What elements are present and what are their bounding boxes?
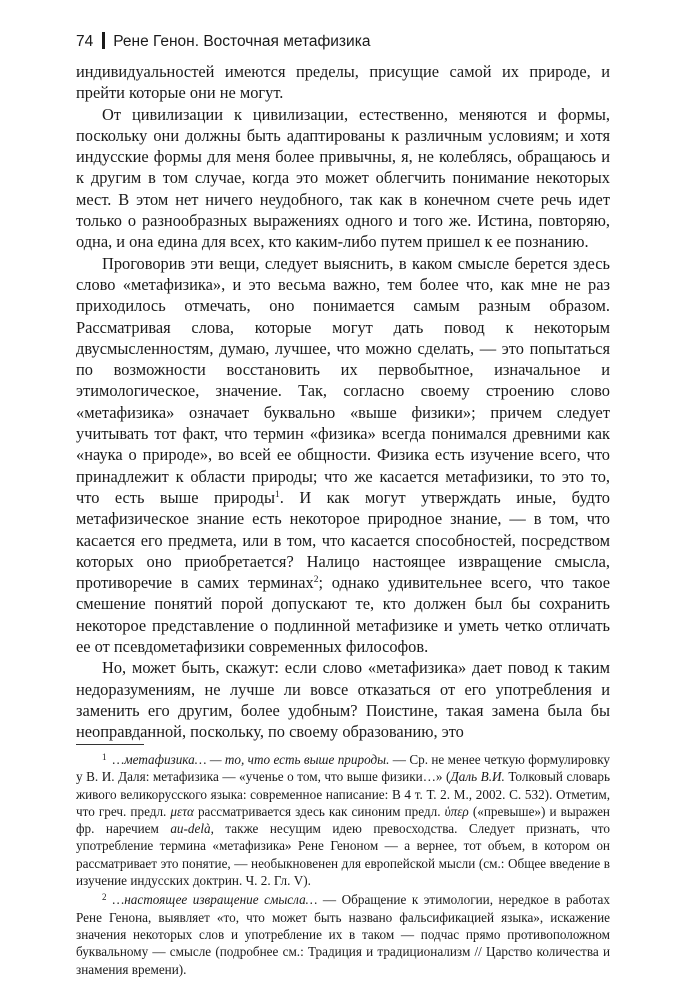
text-run: — Ср. не менее четкую формулировку у В. И. Даля: метафизика — «ученье о том, что выше физики…» ( <box>76 752 611 785</box>
footnote-ref-1: 1 <box>275 489 280 500</box>
text-run: ; однако удивительнее всего, что такое смешение понятий порой допускают те, кто должен был бы сохранить некоторое представление о подлинной метафизике и уметь четко отличать ее от псевдометафизики современных философов. <box>76 573 610 657</box>
text-run: Толковый словарь живого великорусского языка: современное написание: В 4 т. Т. 2. М., 2002. С. 532). Отметим, что греч. предл. <box>76 769 610 819</box>
text-run: рассматривается здесь как синоним предл. <box>193 803 445 819</box>
footnote-ref-2: 2 <box>313 575 319 586</box>
paragraph-continued: индивидуальностей имеются пределы, присущие самой их природе, и прейти которые они не могут. <box>76 62 610 103</box>
footnote-separator <box>76 744 144 745</box>
french-word: au-delà <box>170 821 211 837</box>
running-title: Рене Генон. Восточная метафизика <box>113 33 371 50</box>
footnote-2 <box>76 889 610 977</box>
paragraph: От цивилизации к цивилизации, естественно, меняются и формы, поскольку они должны быть адаптированы к различным условиям; и хотя индусские формы для меня более привычны, я, не колеблясь, обращаюсь и к другим в том случае, когда это может облегчить понимание некоторых мест. В этом нет ничего неудобного, так как в конечном счете речь идет только о разнообразных выражениях одного и того же. Истина, повторяю, одна, и она едина для всех, кто каким-либо путем пришел к ее познанию. <box>76 104 610 252</box>
running-header <box>76 30 370 54</box>
text-run: («превыше») и выражен фр. наречием <box>76 803 610 837</box>
greek-word: ὑπερ <box>444 803 469 819</box>
paragraph-metaphysics-definition <box>76 253 610 658</box>
page-number: 74 <box>76 33 94 50</box>
citation-author: Даль В.И. <box>450 769 505 785</box>
main-text <box>76 61 610 743</box>
text-run: . И как могут утверждать иные, будто метафизическое знание есть некоторое природное знание, — в том, что касается его предмета, или в том, что касается способностей, посредством которых оно приобретается? Налицо настоящее извращение смысла, противоречие в самих терминах <box>76 487 610 593</box>
header-divider <box>102 32 105 49</box>
text-run: — Обращение к этимологии, нередкое в работах Рене Генона, выявляет «то, что может быть названо фальсификацией языка», искажение значения некоторых слов и употребление их в таком — подчас прямо противоположном буквальному — смысле (подробнее см.: Традиция и традиционализм // Царство количества и знамения времени). <box>76 892 611 977</box>
paragraph: Но, может быть, скажут: если слово «метафизика» дает повод к таким недоразумениям, не лучше ли вовсе отказаться от его употребления и заменить его другим, более удобным? Поистине, такая замена была бы неоправданной, поскольку, по своему образованию, это <box>76 658 610 742</box>
greek-word: μετα <box>170 803 194 819</box>
text-run: , также несущим идею превосходства. Следует признать, что употребление термина «метафизика» Рене Геноном — а вернее, тот объем, в котором он рассматривает это понятие, — необыкновенен для европейской мысли (см.: Общее введение в изучение индусских доктрин. Ч. 2. Гл. V). <box>76 821 610 889</box>
text-run: Проговорив эти вещи, следует выяснить, в каком смысле берется здесь слово «метафизика», и это весьма важно, тем более что, как мне не раз приходилось отмечать, оно понимается самым разным образом. Рассматривая слова, которые могут дать повод к некоторым двусмысленностям, думаю, лучшее, что можно сделать, — это попытаться по возможности восстановить их первобытное, изначальное и этимологическое, значение. Так, согласно своему строению слово «метафизика» означает буквально «выше физики»; причем следует учитывать тот факт, что термин «физика» всегда понимался древними как «наука о природе», во всей ее общности. Физика есть изучение всего, что принадлежит к области природы; что же касается метафизики, то это то, что есть выше природы <box>76 253 610 507</box>
footnote-1 <box>76 749 610 889</box>
footnote-number: 2 <box>102 892 107 903</box>
footnote-lemma: …метафизика… — то, что есть выше природы. <box>112 752 390 767</box>
footnote-lemma: …настоящее извращение смысла… <box>112 892 318 908</box>
footnotes <box>76 749 610 978</box>
footnote-number: 1 <box>102 752 107 762</box>
